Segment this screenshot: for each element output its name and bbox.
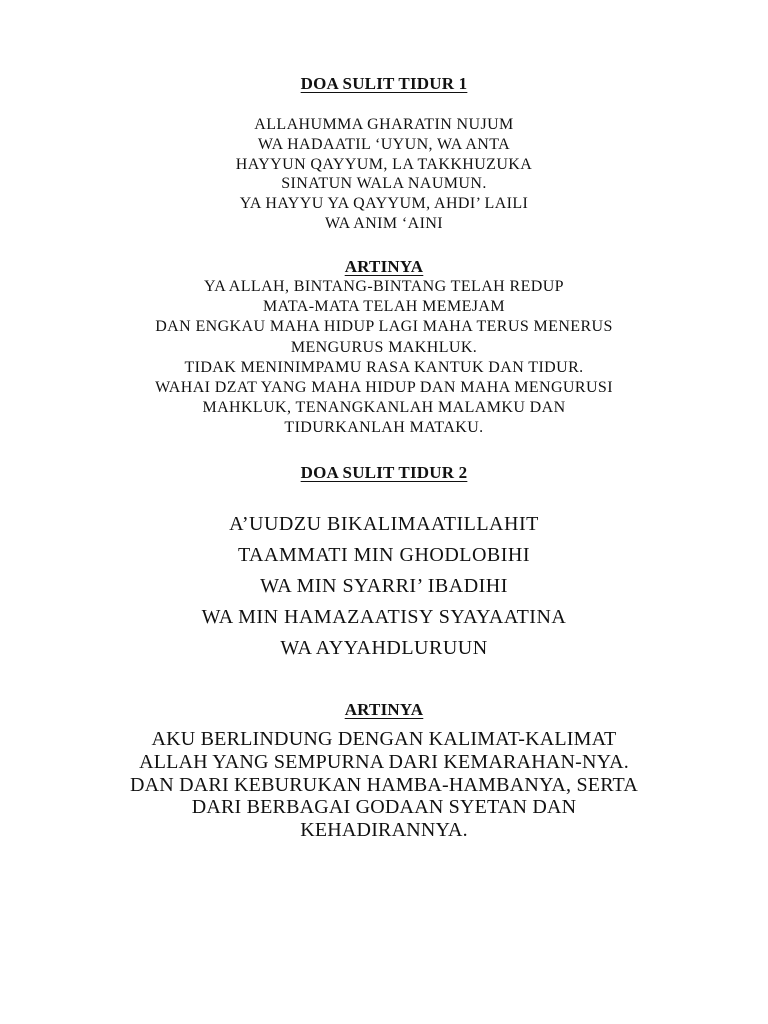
translation-line: TIDURKANLAH MATAKU.	[284, 419, 484, 437]
translation-line: YA ALLAH, BINTANG-BINTANG TELAH REDUP	[204, 278, 564, 295]
section1-title: DOA SULIT TIDUR 1	[300, 74, 468, 93]
section1-prayer	[0, 115, 768, 234]
section2-translation	[0, 728, 768, 842]
section1-translation	[0, 277, 768, 439]
translation-line: ALLAH YANG SEMPURNA DARI KEMARAHAN-NYA.	[139, 750, 629, 773]
section2-title: DOA SULIT TIDUR 2	[300, 463, 468, 482]
prayer-line: A’UUDZU BIKALIMAATILLAHIT	[229, 513, 539, 535]
prayer-line: WA ANIM ‘AINI	[324, 214, 444, 232]
section1-translation-heading: ARTINYA	[344, 257, 424, 276]
prayer-line: WA AYYAHDLURUUN	[280, 637, 488, 659]
translation-line: KEHADIRANNYA.	[300, 819, 468, 842]
section2-translation-heading: ARTINYA	[344, 700, 424, 719]
translation-line: MENGURUS MAKHLUK.	[290, 338, 478, 356]
prayer-line: TAAMMATI MIN GHODLOBIHI	[237, 544, 531, 566]
section2-prayer	[0, 509, 768, 664]
translation-line: DARI BERBAGAI GODAAN SYETAN DAN	[191, 796, 577, 819]
translation-line: TIDAK MENINIMPAMU RASA KANTUK DAN TIDUR.	[184, 358, 584, 376]
prayer-line: SINATUN WALA NAUMUN.	[281, 175, 487, 193]
translation-line: MAHKLUK, TENANGKANLAH MALAMKU DAN	[202, 399, 566, 417]
translation-line: DAN ENGKAU MAHA HIDUP LAGI MAHA TERUS MENERUS	[155, 318, 613, 336]
prayer-line: YA HAYYU YA QAYYUM, AHDI’ LAILI	[239, 195, 529, 213]
prayer-line: WA HADAATIL ‘UYUN, WA ANTA	[257, 135, 511, 153]
translation-line: AKU BERLINDUNG DENGAN KALIMAT-KALIMAT	[151, 728, 617, 750]
prayer-line: ALLAHUMMA GHARATIN NUJUM	[254, 116, 514, 133]
translation-line: DAN DARI KEBURUKAN HAMBA-HAMBANYA, SERTA	[130, 773, 638, 796]
translation-line: WAHAI DZAT YANG MAHA HIDUP DAN MAHA MENGURUSI	[155, 379, 613, 397]
prayer-line: HAYYUN QAYYUM, LA TAKKHUZUKA	[235, 155, 533, 173]
translation-line: MATA-MATA TELAH MEMEJAM	[263, 298, 505, 316]
prayer-line: WA MIN HAMAZAATISY SYAYAATINA	[201, 606, 567, 628]
prayer-line: WA MIN SYARRI’ IBADIHI	[260, 575, 508, 597]
